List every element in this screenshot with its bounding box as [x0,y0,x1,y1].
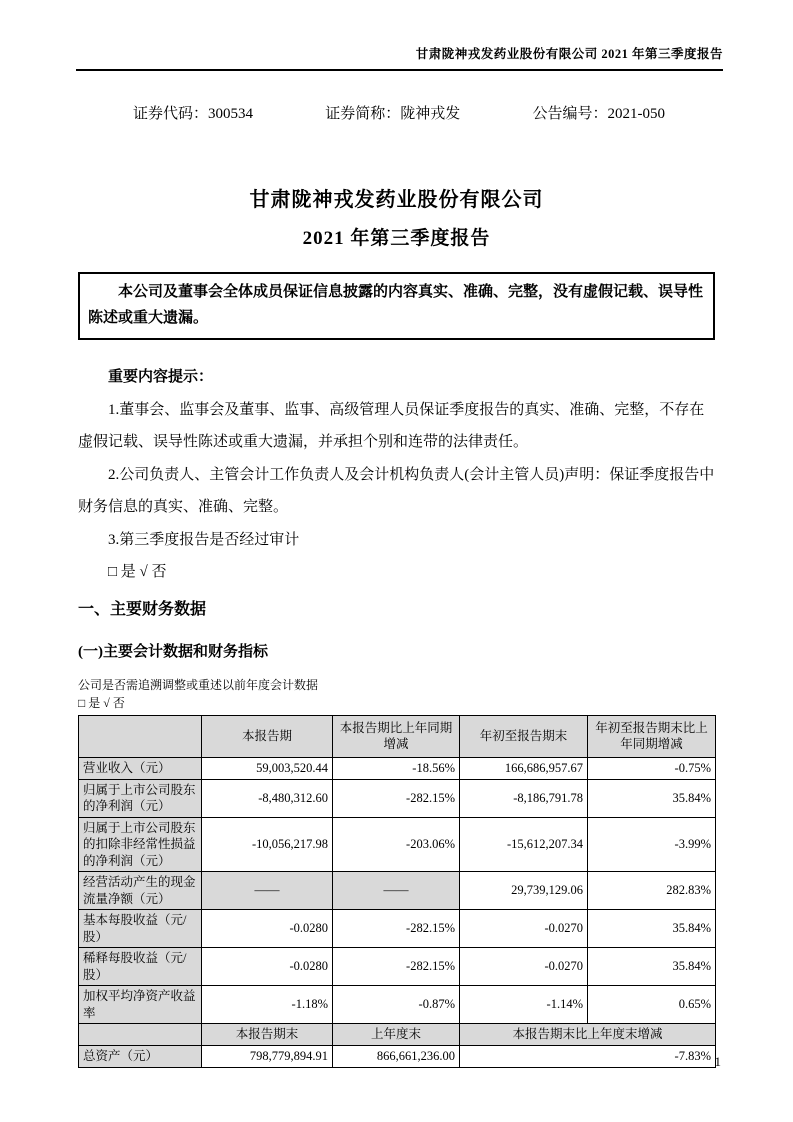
value-cell: -0.0270 [460,910,588,948]
table-row [79,817,716,872]
row-label: 归属于上市公司股东的扣除非经常性损益的净利润（元） [79,817,202,872]
row-label: 归属于上市公司股东的净利润（元） [79,779,202,817]
value-cell: 35.84% [588,910,716,948]
column-header: 本报告期末比上年度末增减 [460,1024,716,1046]
value-cell: 798,779,894.91 [202,1045,333,1067]
section-heading-financial-data: 一、主要财务数据 [78,600,207,618]
value-cell: -282.15% [333,948,460,986]
value-cell: -18.56% [333,757,460,779]
audit-choice: □ 是 √ 否 [108,564,167,580]
column-header: 年初至报告期末比上年同期增减 [588,715,716,757]
table-row [79,910,716,948]
column-header: 本报告期 [202,715,333,757]
value-cell: -0.75% [588,757,716,779]
column-header: 上年度末 [333,1024,460,1046]
page-content [78,0,723,1068]
table-row [79,757,716,779]
value-cell: 166,686,957.67 [460,757,588,779]
disclaimer-box: 本公司及董事会全体成员保证信息披露的内容真实、准确、完整，没有虚假记载、误导性陈述或重大遗漏。 [78,272,715,340]
corner-cell [79,715,202,757]
value-cell: 35.84% [588,948,716,986]
table-row [79,779,716,817]
value-cell: -10,056,217.98 [202,817,333,872]
notice-item-2: 2.公司负责人、主管会计工作负责人及会计机构负责人(会计主管人员)声明：保证季度报告中财务信息的真实、准确、完整。 [78,466,715,515]
value-cell: -1.18% [202,986,333,1024]
row-label: 总资产（元） [79,1045,202,1067]
value-cell: -282.15% [333,779,460,817]
table-row [79,1045,716,1067]
notice-item-1: 1.董事会、监事会及董事、监事、高级管理人员保证季度报告的真实、准确、完整，不存在虚假记载、误导性陈述或重大遗漏，并承担个别和连带的法律责任。 [78,401,705,450]
financial-data-table [78,715,716,1068]
value-cell: 35.84% [588,779,716,817]
value-cell: -3.99% [588,817,716,872]
notice-item-3: 3.第三季度报告是否经过审计 [108,531,300,548]
value-cell: -8,186,791.78 [460,779,588,817]
value-cell: 0.65% [588,986,716,1024]
subsection-heading-indicators: (一)主要会计数据和财务指标 [78,643,268,660]
value-cell: -0.87% [333,986,460,1024]
value-cell: 866,661,236.00 [333,1045,460,1067]
dash-cell: —— [202,872,333,910]
value-cell: -1.14% [460,986,588,1024]
company-title: 甘肃陇神戎发药业股份有限公司 [249,189,544,211]
table-row [79,948,716,986]
value-cell: -282.15% [333,910,460,948]
value-cell: -0.0270 [460,948,588,986]
row-label: 基本每股收益（元/股） [79,910,202,948]
value-cell: 59,003,520.44 [202,757,333,779]
value-cell: -8,480,312.60 [202,779,333,817]
table-subheader-row [79,1024,716,1046]
row-label: 经营活动产生的现金流量净额（元） [79,872,202,910]
corner-cell [79,1024,202,1046]
table-header-row [79,715,716,757]
restatement-choice: □ 是 √ 否 [78,695,125,710]
header-rule [76,69,723,71]
restatement-question: 公司是否需追溯调整或重述以前年度会计数据 [78,677,319,692]
row-label: 稀释每股收益（元/股） [79,948,202,986]
securities-meta-row [78,105,715,123]
running-header: 甘肃陇神戎发药业股份有限公司 2021 年第三季度报告 [415,47,723,61]
value-cell: -0.0280 [202,948,333,986]
stock-name: 证券简称：陇神戎发 [325,106,461,122]
table-row [79,872,716,910]
dash-cell: —— [333,872,460,910]
announcement-number: 公告编号：2021-050 [532,106,665,122]
value-cell: 282.83% [588,872,716,910]
value-cell: -7.83% [460,1045,716,1067]
report-subtitle: 2021 年第三季度报告 [302,228,491,249]
value-cell: -0.0280 [202,910,333,948]
row-label: 营业收入（元） [79,757,202,779]
notice-heading: 重要内容提示： [108,369,214,385]
page-number: 1 [714,1054,721,1069]
important-notice [78,361,715,589]
table-row [79,986,716,1024]
column-header: 本报告期末 [202,1024,333,1046]
column-header: 年初至报告期末 [460,715,588,757]
stock-code: 证券代码：300534 [133,106,254,122]
value-cell: -15,612,207.34 [460,817,588,872]
row-label: 加权平均净资产收益率 [79,986,202,1024]
value-cell: 29,739,129.06 [460,872,588,910]
column-header: 本报告期比上年同期增减 [333,715,460,757]
value-cell: -203.06% [333,817,460,872]
